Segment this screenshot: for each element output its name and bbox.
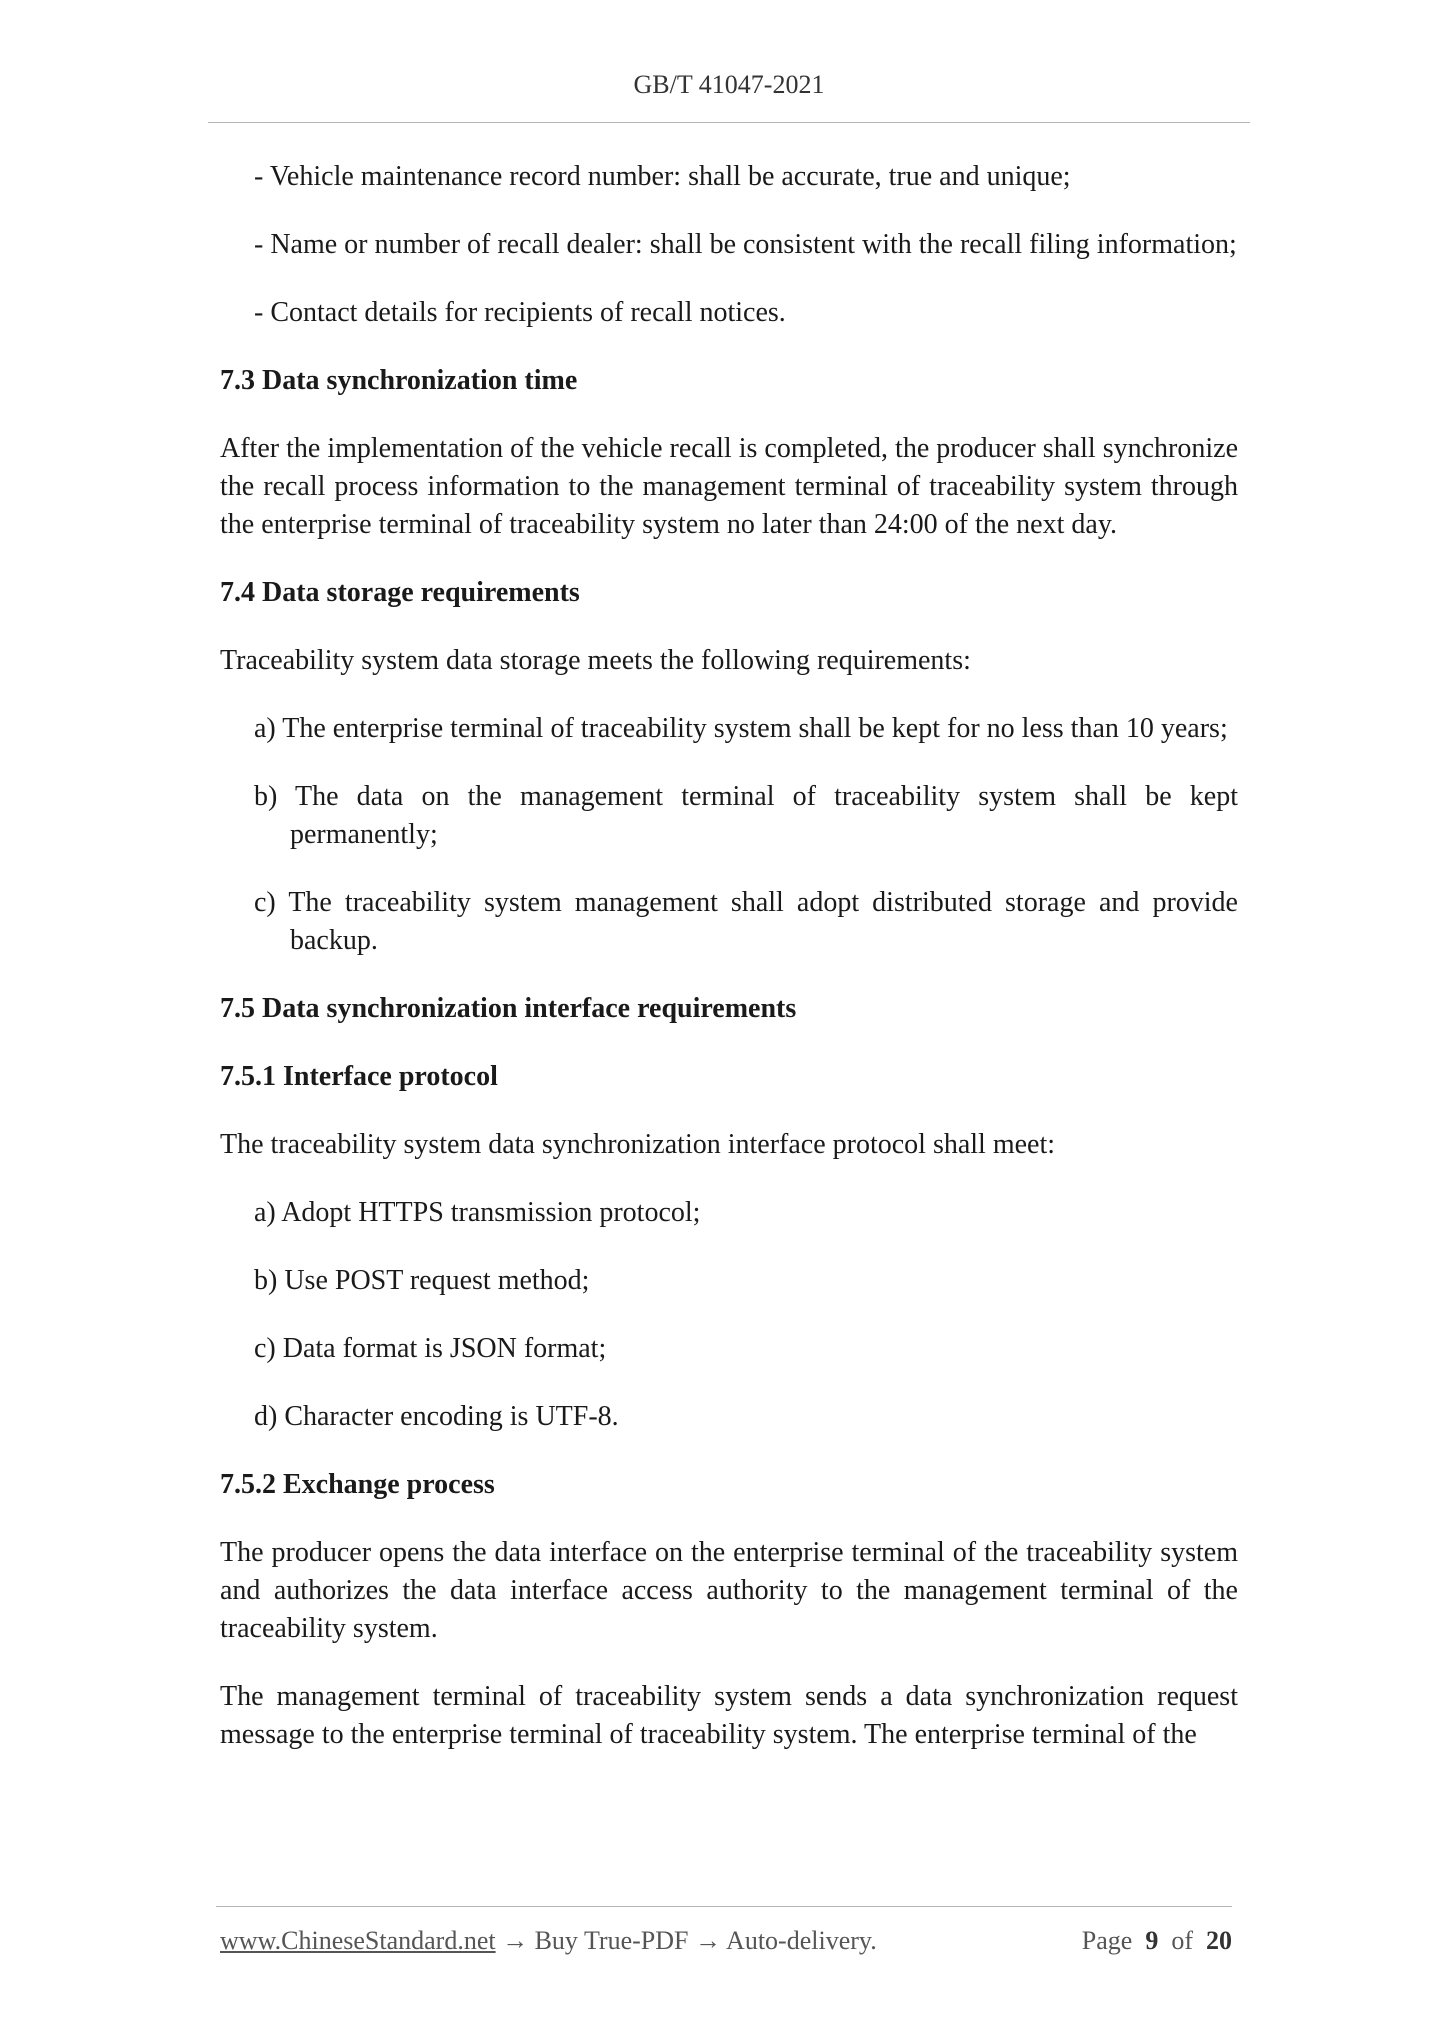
list-item: c) The traceability system management shall adopt distributed storage and provide backup. xyxy=(254,887,1238,956)
list-item: a) Adopt HTTPS transmission protocol; xyxy=(254,1197,701,1228)
page-header: GB/T 41047-2021 xyxy=(633,70,825,99)
section-heading-7-5-1: 7.5.1 Interface protocol xyxy=(220,1061,498,1092)
list-item: d) Character encoding is UTF-8. xyxy=(254,1401,619,1432)
page-total: 20 xyxy=(1206,1926,1232,1955)
paragraph: The producer opens the data interface on the enterprise terminal of the traceability system and authorizes the data interface access authority to the management terminal of the traceability system. xyxy=(220,1537,1238,1644)
paragraph: The traceability system data synchronization interface protocol shall meet: xyxy=(220,1129,1056,1160)
paragraph: Traceability system data storage meets the following requirements: xyxy=(220,645,971,676)
list-item: c) Data format is JSON format; xyxy=(254,1333,607,1364)
page-footer xyxy=(220,1926,1232,1956)
footer-promo-text: → Buy True-PDF → Auto-delivery. xyxy=(495,1926,877,1955)
list-item: a) The enterprise terminal of traceability system shall be kept for no less than 10 years; xyxy=(254,713,1228,744)
paragraph: The management terminal of traceability system sends a data synchronization request message to the enterprise terminal of traceability system. The enterprise terminal of the xyxy=(220,1681,1238,1750)
footer-promo xyxy=(220,1926,877,1956)
of-label: of xyxy=(1171,1926,1193,1955)
page-current: 9 xyxy=(1145,1926,1159,1955)
section-heading-7-4: 7.4 Data storage requirements xyxy=(220,577,580,608)
section-heading-7-5-2: 7.5.2 Exchange process xyxy=(220,1469,495,1500)
list-item: - Name or number of recall dealer: shall be consistent with the recall filing information; xyxy=(254,229,1237,260)
site-link[interactable]: www.ChineseStandard.net xyxy=(220,1926,496,1955)
section-heading-7-5: 7.5 Data synchronization interface requirements xyxy=(220,993,797,1024)
section-heading-7-3: 7.3 Data synchronization time xyxy=(220,365,578,396)
footer-divider xyxy=(216,1906,1232,1907)
list-item: b) Use POST request method; xyxy=(254,1265,590,1296)
header-divider xyxy=(208,122,1250,123)
document-body xyxy=(220,158,1238,1784)
list-item: b) The data on the management terminal of traceability system shall be kept permanently; xyxy=(254,781,1238,850)
page-label: Page xyxy=(1081,1926,1133,1955)
paragraph: After the implementation of the vehicle recall is completed, the producer shall synchronize the recall process information to the management terminal of traceability system through the enterprise terminal of traceability system no later than 24:00 of the next day. xyxy=(220,433,1238,540)
page-number xyxy=(1082,1926,1232,1956)
list-item: - Vehicle maintenance record number: shall be accurate, true and unique; xyxy=(254,161,1071,192)
list-item: - Contact details for recipients of recall notices. xyxy=(254,297,786,328)
